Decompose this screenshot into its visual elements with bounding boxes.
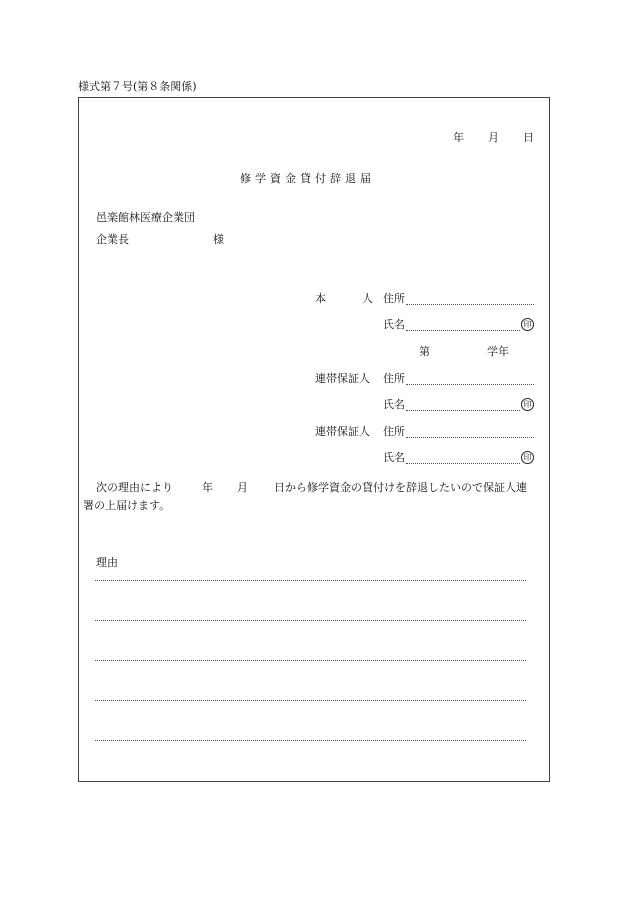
statement-part1: 次の理由により	[96, 481, 173, 494]
guarantor1-label: 連帯保証人	[315, 372, 370, 385]
form-frame	[78, 97, 550, 782]
guarantor2-name-field[interactable]	[406, 463, 520, 464]
guarantor1-address-label: 住所	[383, 372, 405, 385]
applicant-label-1: 本	[315, 292, 326, 305]
reason-label: 理由	[96, 556, 118, 569]
guarantor2-name-label: 氏名	[383, 451, 405, 464]
form-title: 修学資金貸付辞退届	[240, 172, 375, 185]
applicant-name-label: 氏名	[383, 318, 405, 331]
form-number: 様式第７号(第８条関係)	[78, 80, 197, 93]
reason-line[interactable]	[95, 700, 526, 701]
seal-icon: 印	[521, 318, 534, 331]
statement-line2: 署の上届けます。	[83, 499, 171, 512]
reason-line[interactable]	[95, 740, 526, 741]
addressee-org: 邑楽館林医療企業団	[96, 211, 195, 224]
guarantor1-address-field[interactable]	[406, 384, 534, 385]
statement-month: 月	[237, 481, 248, 494]
guarantor1-name-label: 氏名	[383, 398, 405, 411]
grade-prefix: 第	[419, 345, 430, 358]
applicant-address-label: 住所	[383, 292, 405, 305]
guarantor1-name-field[interactable]	[406, 410, 520, 411]
applicant-label-2: 人	[362, 292, 373, 305]
applicant-address-field[interactable]	[406, 304, 534, 305]
reason-line[interactable]	[95, 660, 526, 661]
guarantor2-address-field[interactable]	[406, 437, 534, 438]
guarantor2-address-label: 住所	[383, 425, 405, 438]
seal-icon: 印	[521, 398, 534, 411]
date-month: 月	[488, 131, 499, 144]
addressee-honorific: 様	[213, 233, 224, 246]
date-day: 日	[523, 131, 534, 144]
date-year: 年	[453, 131, 464, 144]
grade-suffix: 学年	[487, 345, 509, 358]
reason-line[interactable]	[95, 620, 526, 621]
statement-year: 年	[202, 481, 213, 494]
addressee-role: 企業長	[96, 233, 129, 246]
reason-line[interactable]	[95, 580, 526, 581]
statement-part2: 日から修学資金の貸付けを辞退したいので保証人連	[274, 481, 527, 494]
guarantor2-label: 連帯保証人	[315, 425, 370, 438]
seal-icon: 印	[521, 451, 534, 464]
applicant-name-field[interactable]	[406, 330, 520, 331]
